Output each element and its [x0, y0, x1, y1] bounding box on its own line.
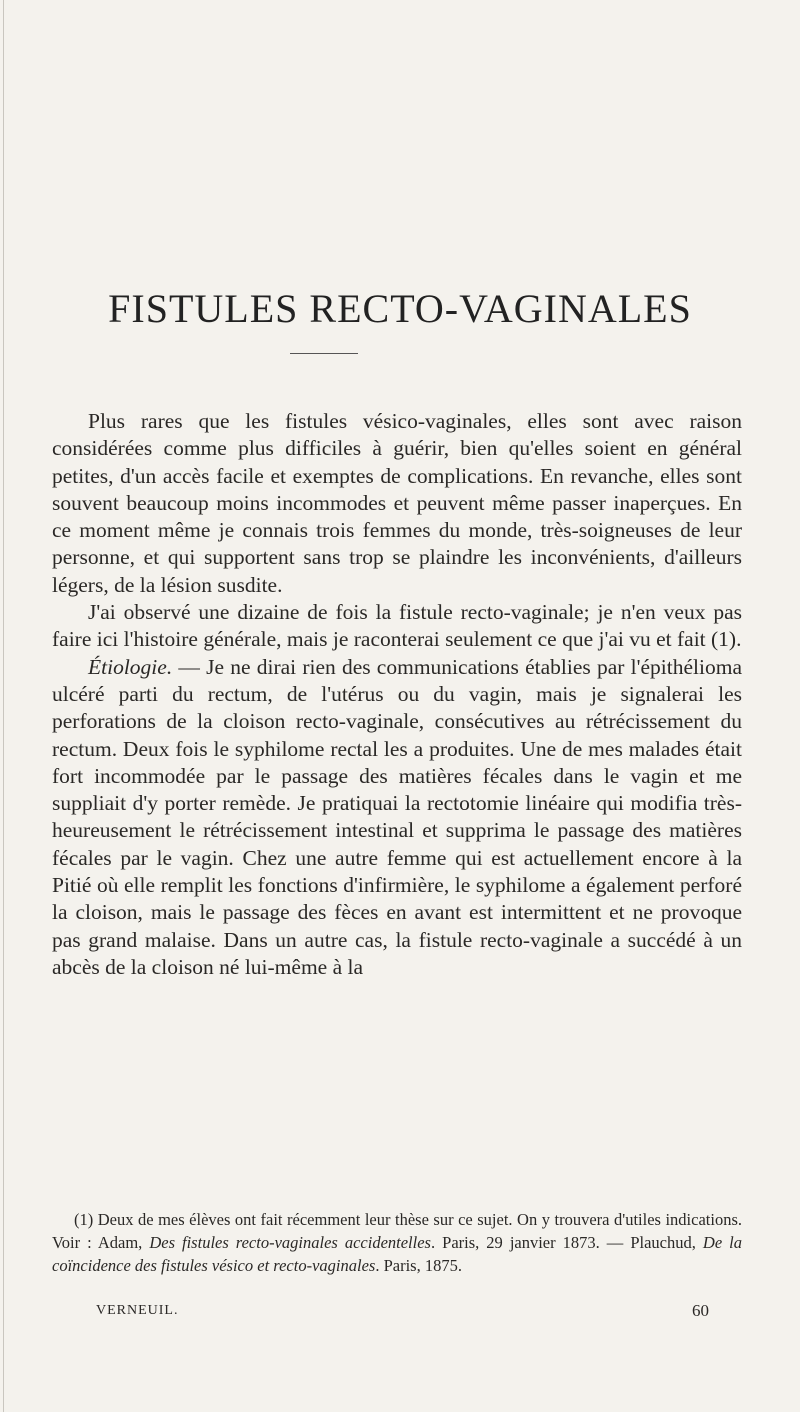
footnotes [52, 1208, 742, 1277]
footnote-text-3: . Paris, 1875. [375, 1256, 462, 1275]
paragraph-3 [52, 654, 742, 982]
body-text [52, 408, 742, 981]
section-heading-etiologie: Étiologie. [88, 654, 173, 679]
title-rule [290, 353, 358, 354]
footnote-text-1: (1) Deux de mes élèves ont fait récemment leur thèse sur ce sujet. On y trouvera d'utiles indications. Voir : Adam, [52, 1210, 742, 1252]
footnote-text-2: . Paris, 29 janvier 1873. — Plauchud, [430, 1233, 703, 1252]
paragraph-1: Plus rares que les fistules vésico-vaginales, elles sont avec raison considérées comme plus difficiles à guérir, bien qu'elles soient en général petites, d'un accès facile et exemptes de complications. En revanche, elles sont souvent beaucoup moins incommodes et peuvent même passer inaperçues. En ce moment même je connais trois femmes du monde, très-soigneuses de leur personne, et qui supportent sans trop se plaindre les inconvénients, d'ailleurs légers, de la lésion susdite. [52, 409, 742, 597]
paragraph-2: J'ai observé une dizaine de fois la fistule recto-vaginale; je n'en veux pas faire ici l'histoire générale, mais je raconterai seulement ce que j'ai vu et fait (1). [52, 600, 742, 652]
footnote-ref-plauchud: De la coïncidence des fistules vésico et recto-vaginales [52, 1233, 743, 1275]
printer-signature: VERNEUIL. [96, 1303, 179, 1318]
chapter-title: FISTULES RECTO-VAGINALES [108, 286, 692, 331]
footnote-1 [52, 1208, 742, 1277]
footnote-ref-adam: Des fistules recto-vaginales accidentelles [149, 1233, 431, 1252]
paragraph-3-body: — Je ne dirai rien des communications établies par l'épithélioma ulcéré parti du rectum, de l'utérus ou du vagin, mais je signalerai les perforations de la cloison recto-vaginale, consécutives au rétrécissement du rectum. Deux fois le syphilome rectal les a produites. Une de mes malades était fort incommodée par le passage des matières fécales dans le vagin et me suppliait d'y porter remède. Je pratiquai la rectotomie linéaire qui modifia très-heureusement le rétrécissement intestinal et supprima le passage des matières fécales par le vagin. Chez une autre femme qui est actuellement encore à la Pitié où elle remplit les fonctions d'infirmière, le syphilome a également perforé la cloison, mais le passage des fèces en avant est intermittent et ne provoque pas grand malaise. Dans un autre cas, la fistule recto-vaginale a succédé à un abcès de la cloison né lui-même à la [52, 654, 742, 979]
page-number: 60 [692, 1301, 709, 1320]
page-edge [3, 0, 4, 1412]
